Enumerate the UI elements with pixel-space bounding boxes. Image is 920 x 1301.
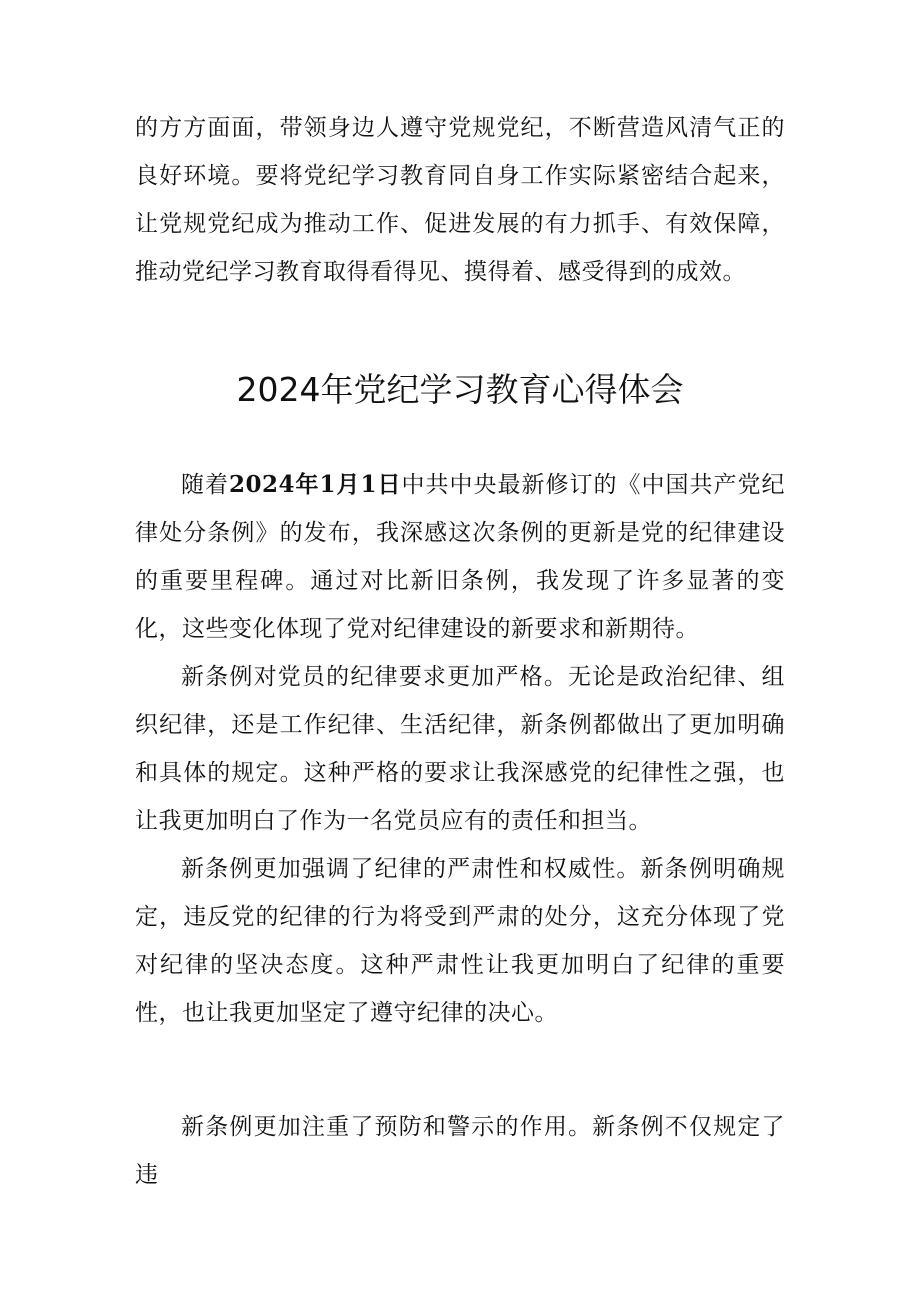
paragraph-1-rest: 中共中央最新修订的《中国共产党纪律处分条例》的发布，我深感这次条例的更新是党的纪律建设的重要里程碑。通过对比新旧条例，我发现了许多显著的变化，这些变化体现了党对纪律建设的新要求和新期待。: [135, 472, 785, 642]
paragraph-1-date: 2024年1月1日: [229, 471, 402, 498]
document-title: 2024年党纪学习教育心得体会: [236, 370, 684, 409]
paragraph-2: 新条例对党员的纪律要求更加严格。无论是政治纪律、组织纪律，还是工作纪律、生活纪律，新条例都做出了更加明确和具体的规定。这种严格的要求让我深感党的纪律性之强，也让我更加明白了作为一名党员应有的责任和担当。: [135, 664, 785, 834]
paragraph-1: [135, 461, 785, 653]
paragraph-1-prefix: 随着: [181, 472, 229, 498]
paragraph-3: 新条例更加强调了纪律的严肃性和权威性。新条例明确规定，违反党的纪律的行为将受到严肃的处分，这充分体现了党对纪律的坚决态度。这种严肃性让我更加明白了纪律的重要性，也让我更加坚定了遵守纪律的决心。: [135, 856, 785, 1026]
continued-paragraph: 的方方面面，带领身边人遵守党规党纪，不断营造风清气正的良好环境。要将党纪学习教育同自身工作实际紧密结合起来，让党规党纪成为推动工作、促进发展的有力抓手、有效保障，推动党纪学习教育取得看得见、摸得着、感受得到的成效。: [135, 115, 785, 285]
paragraph-4: 新条例更加注重了预防和警示的作用。新条例不仅规定了违: [135, 1114, 785, 1188]
body-text: [135, 461, 785, 1037]
